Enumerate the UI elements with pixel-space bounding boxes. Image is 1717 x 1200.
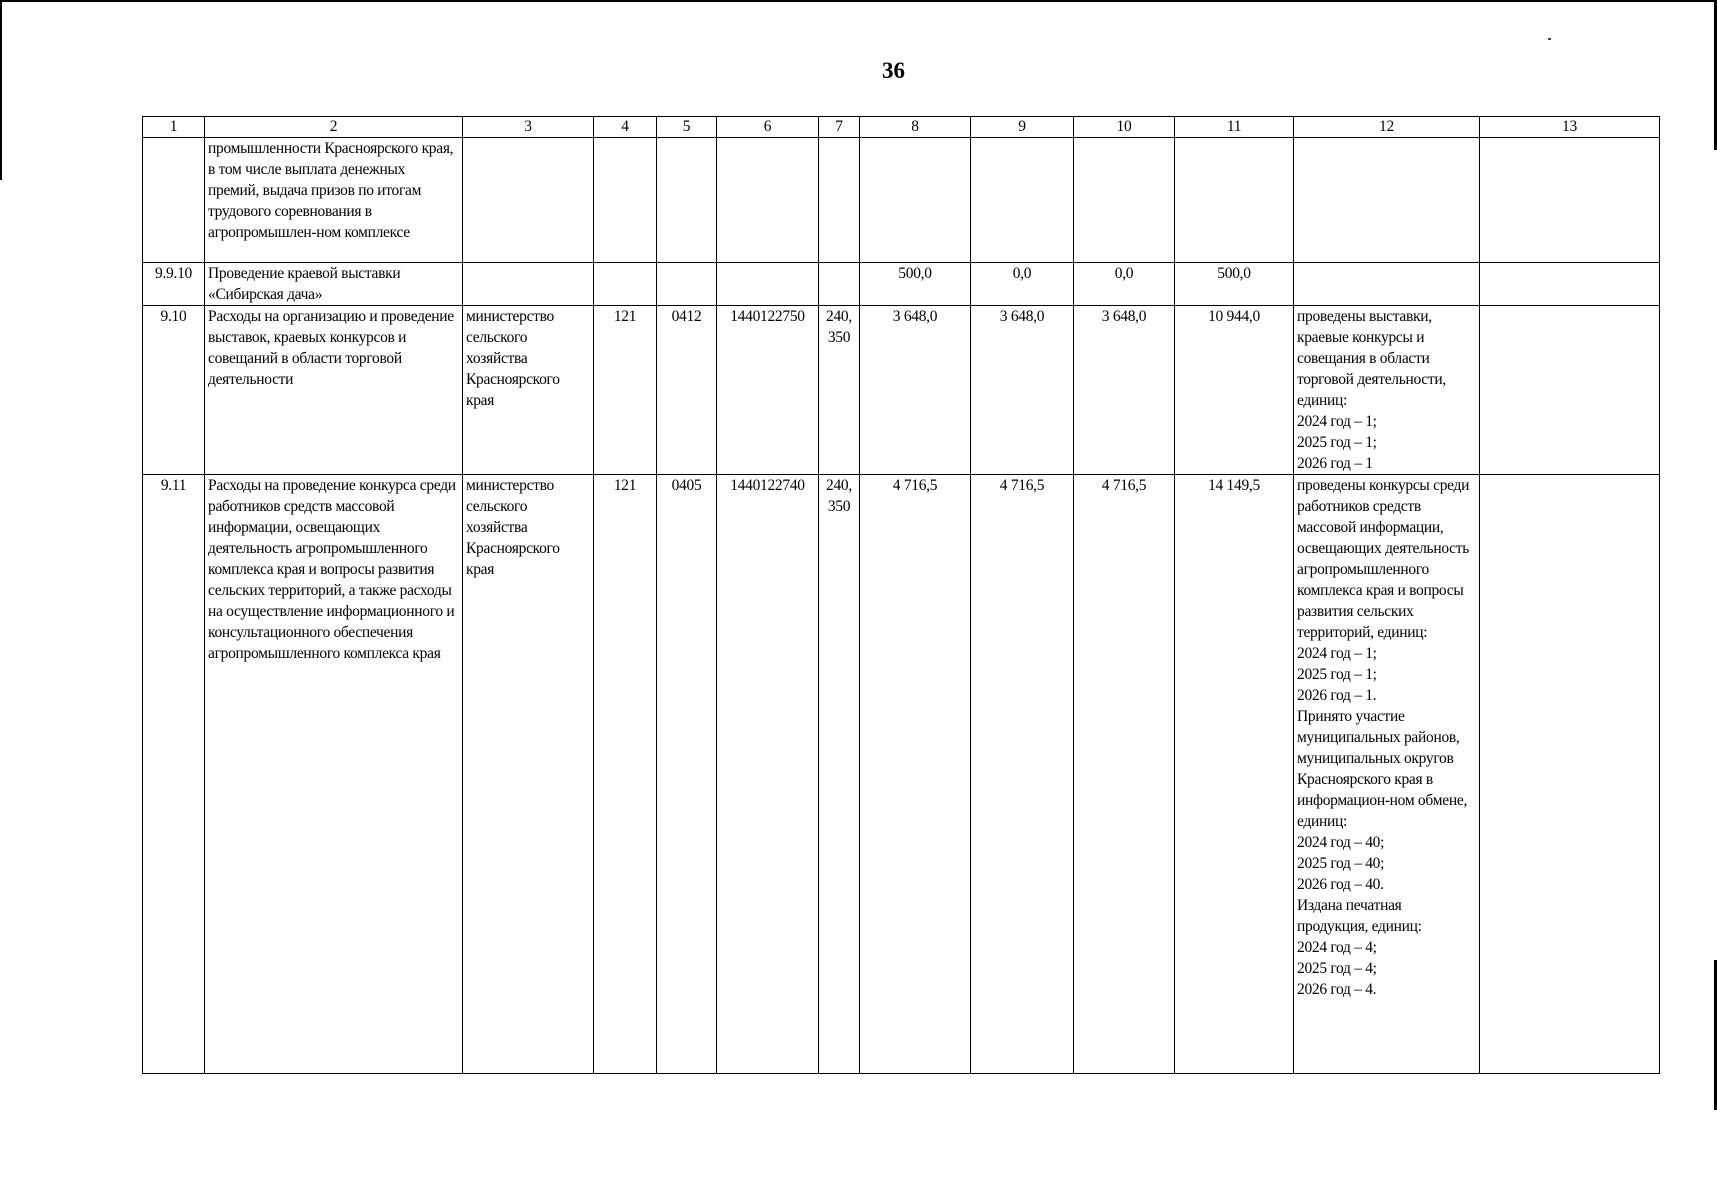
row-csr bbox=[717, 138, 819, 263]
row-2024: 3 648,0 bbox=[860, 306, 971, 475]
header-cell: 1 bbox=[143, 117, 205, 138]
row-result bbox=[1294, 138, 1480, 263]
table-row bbox=[143, 306, 1660, 475]
row-executor: министерство сельского хозяйства Красноярского края bbox=[463, 306, 594, 475]
row-rzpr bbox=[657, 263, 717, 306]
row-rzpr: 0405 bbox=[657, 475, 717, 1074]
scan-edge-top bbox=[0, 0, 1717, 2]
header-cell: 2 bbox=[205, 117, 463, 138]
row-description: промышленности Красноярского края, в том числе выплата денежных премий, выдача призов по итогам трудового соревнования в агропромышлен-ном комплексе bbox=[205, 138, 463, 263]
header-cell: 4 bbox=[594, 117, 657, 138]
header-cell: 3 bbox=[463, 117, 594, 138]
row-description: Расходы на проведение конкурса среди работников средств массовой информации, освещающих деятельность агропромышленного комплекса края и вопросы развития сельских территорий, а также расходы на осуществление информационного и консультационного обеспечения агропромышленного комплекса края bbox=[205, 475, 463, 1074]
table-header-row bbox=[143, 117, 1660, 138]
row-2026: 0,0 bbox=[1074, 263, 1175, 306]
row-id: 9.9.10 bbox=[143, 263, 205, 306]
row-rzpr bbox=[657, 138, 717, 263]
row-2025 bbox=[971, 138, 1074, 263]
row-vr bbox=[819, 138, 860, 263]
row-note bbox=[1480, 475, 1660, 1074]
row-total: 10 944,0 bbox=[1175, 306, 1294, 475]
header-cell: 8 bbox=[860, 117, 971, 138]
row-2026 bbox=[1074, 138, 1175, 263]
row-note bbox=[1480, 306, 1660, 475]
row-result: проведены выставки, краевые конкурсы и совещания в области торговой деятельности, единиц: 2024 год – 1; 2025 год – 1; 2026 год – 1 bbox=[1294, 306, 1480, 475]
header-cell: 7 bbox=[819, 117, 860, 138]
row-2026: 3 648,0 bbox=[1074, 306, 1175, 475]
row-grbs: 121 bbox=[594, 475, 657, 1074]
row-executor bbox=[463, 263, 594, 306]
table-row bbox=[143, 263, 1660, 306]
row-total: 14 149,5 bbox=[1175, 475, 1294, 1074]
row-id: 9.11 bbox=[143, 475, 205, 1074]
row-description: Проведение краевой выставки «Сибирская дача» bbox=[205, 263, 463, 306]
row-vr bbox=[819, 263, 860, 306]
table-row bbox=[143, 475, 1660, 1074]
row-total bbox=[1175, 138, 1294, 263]
row-2026: 4 716,5 bbox=[1074, 475, 1175, 1074]
header-cell: 9 bbox=[971, 117, 1074, 138]
header-cell: 5 bbox=[657, 117, 717, 138]
header-cell: 10 bbox=[1074, 117, 1175, 138]
row-total: 500,0 bbox=[1175, 263, 1294, 306]
scan-speck bbox=[1548, 38, 1551, 40]
row-executor: министерство сельского хозяйства Красноярского края bbox=[463, 475, 594, 1074]
row-vr: 240, 350 bbox=[819, 475, 860, 1074]
row-vr: 240, 350 bbox=[819, 306, 860, 475]
header-cell: 13 bbox=[1480, 117, 1660, 138]
row-2025: 3 648,0 bbox=[971, 306, 1074, 475]
row-note bbox=[1480, 138, 1660, 263]
row-grbs bbox=[594, 263, 657, 306]
row-id bbox=[143, 138, 205, 263]
header-cell: 12 bbox=[1294, 117, 1480, 138]
row-executor bbox=[463, 138, 594, 263]
scan-edge-left bbox=[0, 0, 2, 180]
row-csr bbox=[717, 263, 819, 306]
row-rzpr: 0412 bbox=[657, 306, 717, 475]
row-grbs bbox=[594, 138, 657, 263]
row-2024: 500,0 bbox=[860, 263, 971, 306]
page-number: 36 bbox=[882, 58, 905, 83]
row-grbs: 121 bbox=[594, 306, 657, 475]
row-id: 9.10 bbox=[143, 306, 205, 475]
row-2025: 0,0 bbox=[971, 263, 1074, 306]
row-csr: 1440122740 bbox=[717, 475, 819, 1074]
row-result bbox=[1294, 263, 1480, 306]
program-table bbox=[142, 116, 1660, 1074]
header-cell: 6 bbox=[717, 117, 819, 138]
row-description: Расходы на организацию и проведение выставок, краевых конкурсов и совещаний в области торговой деятельности bbox=[205, 306, 463, 475]
row-2024 bbox=[860, 138, 971, 263]
row-note bbox=[1480, 263, 1660, 306]
row-result: проведены конкурсы среди работников средств массовой информации, освещающих деятельность агропромышленного комплекса края и вопросы развития сельских территорий, единиц: 2024 год – 1; 2025 год – 1; 2026 год – 1. Принято участие муниципальных районов, муниципальных округов Красноярского края в информацион-ном обмене, единиц: 2024 год – 40; 2025 год – 40; 2026 год – 40. Издана печатная продукция, единиц: 2024 год – 4; 2025 год – 4; 2026 год – 4. bbox=[1294, 475, 1480, 1074]
row-2024: 4 716,5 bbox=[860, 475, 971, 1074]
row-2025: 4 716,5 bbox=[971, 475, 1074, 1074]
table-row bbox=[143, 138, 1660, 263]
row-csr: 1440122750 bbox=[717, 306, 819, 475]
header-cell: 11 bbox=[1175, 117, 1294, 138]
